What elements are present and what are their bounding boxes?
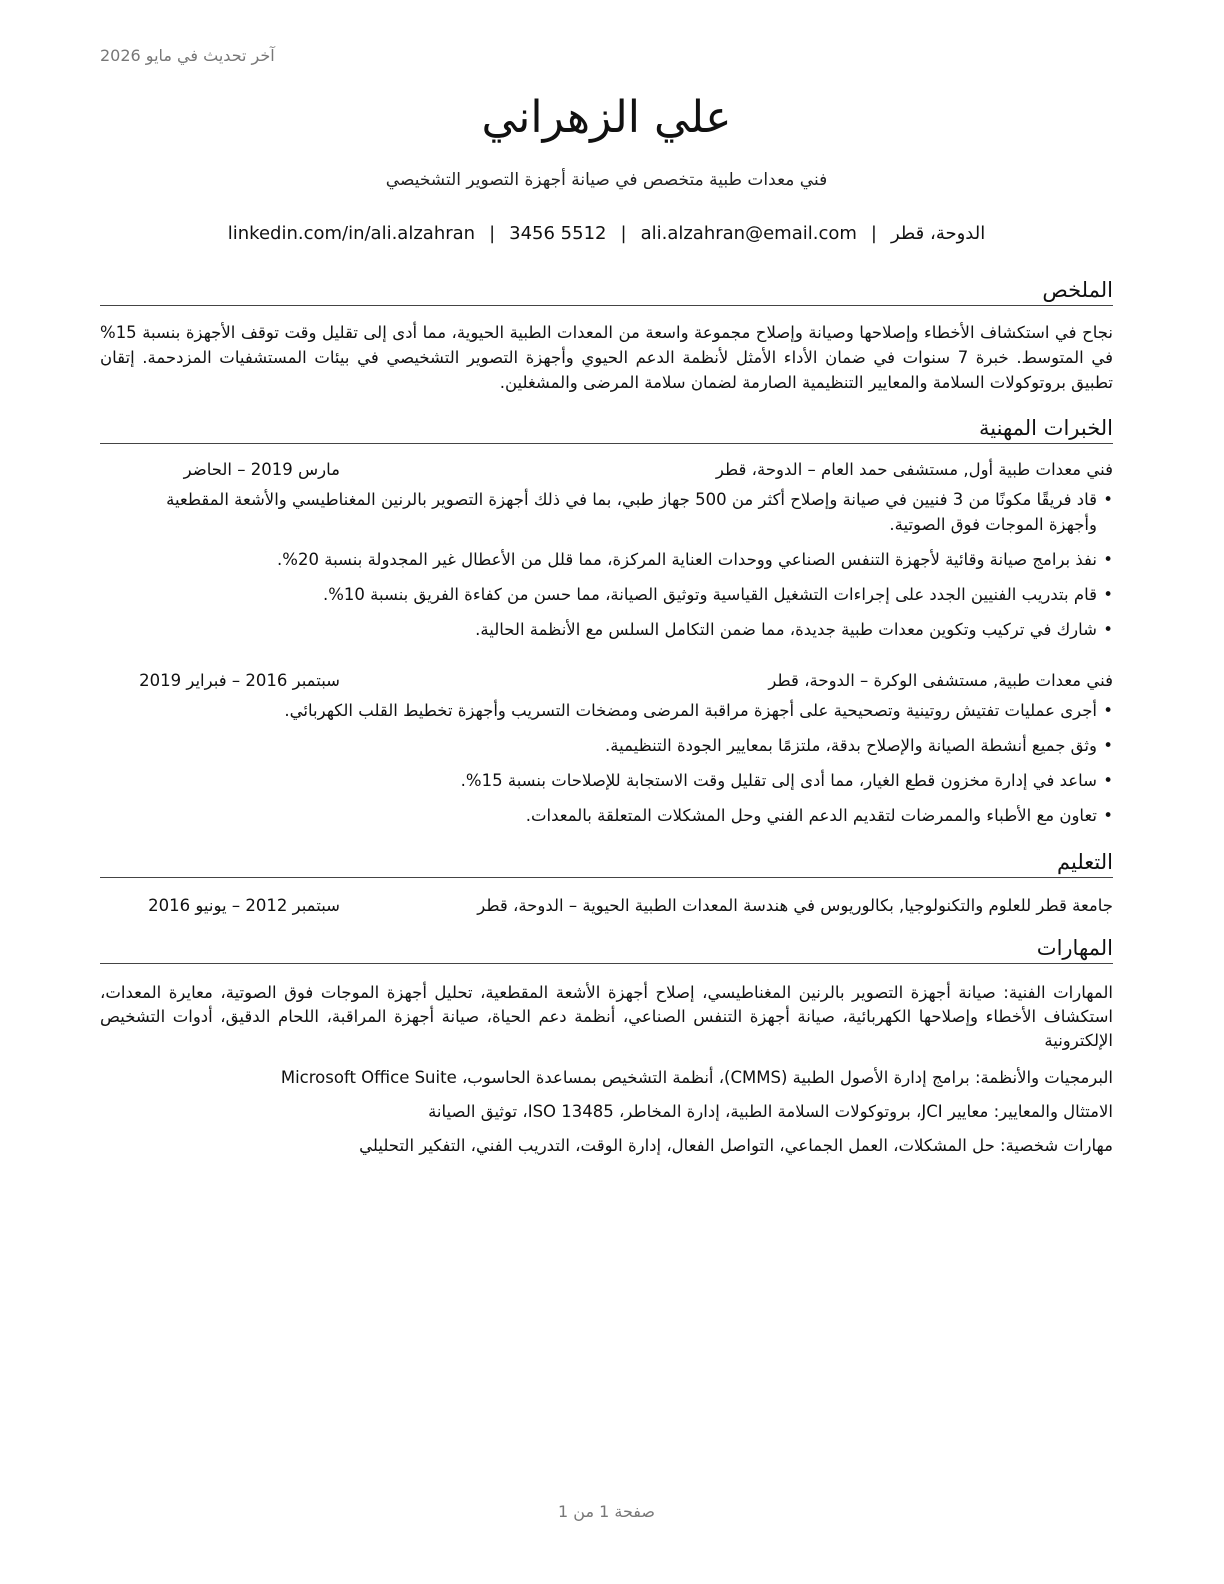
list-item: • نفذ برامج صيانة وقائية لأجهزة التنفس الصناعي ووحدات العناية المركزة، مما قلل من الأعطال غير المجدولة بنسبة 20%.: [100, 547, 1113, 572]
list-item: • تعاون مع الأطباء والممرضات لتقديم الدعم الفني وحل المشكلات المتعلقة بالمعدات.: [100, 803, 1113, 828]
list-item: • وثق جميع أنشطة الصيانة والإصلاح بدقة، ملتزمًا بمعايير الجودة التنظيمية.: [100, 733, 1113, 758]
job-bullets: [100, 487, 1113, 652]
candidate-name: علي الزهراني: [481, 92, 732, 143]
contact-linkedin[interactable]: linkedin.com/in/ali.alzahran: [227, 223, 476, 244]
list-item: • قاد فريقًا مكونًا من 3 فنيين في صيانة وإصلاح أكثر من 500 جهاز طبي، بما في ذلك أجهزة التصوير بالرنين المغناطيسي والأشعة المقطعية وأجهزة الموجات فوق الصوتية.: [100, 487, 1113, 537]
job-role: فني معدات طبية أول, مستشفى حمد العام – الدوحة، قطر: [715, 460, 1113, 479]
list-item: • ساعد في إدارة مخزون قطع الغيار، مما أدى إلى تقليل وقت الاستجابة للإصلاحات بنسبة 15%.: [100, 768, 1113, 793]
contact-separator: |: [870, 223, 877, 244]
section-heading-experience: الخبرات المهنية: [100, 415, 1113, 444]
contact-separator: |: [489, 223, 496, 244]
contact-separator: |: [620, 223, 627, 244]
contact-phone[interactable]: 3456 5512: [509, 223, 607, 244]
job-dates: مارس 2019 – الحاضر: [183, 460, 340, 479]
job-header: [100, 668, 1113, 694]
list-item: • أجرى عمليات تفتيش روتينية وتصحيحية على أجهزة مراقبة المرضى ومضخات التسريب وأجهزة تخطيط القلب الكهربائي.: [100, 698, 1113, 723]
contact-line: [100, 223, 1113, 244]
last-updated: آخر تحديث في مايو 2026: [100, 46, 275, 65]
section-heading-summary: الملخص: [100, 277, 1113, 306]
section-heading-education: التعليم: [100, 849, 1113, 878]
contact-location: الدوحة، قطر: [890, 223, 986, 244]
job-bullets: [100, 698, 1113, 838]
page-number: صفحة 1 من 1: [558, 1502, 655, 1521]
job-title: فني معدات طبية متخصص في صيانة أجهزة التصوير التشخيصي: [385, 170, 828, 190]
contact-email[interactable]: ali.alzahran@email.com: [640, 223, 857, 244]
job-dates: سبتمبر 2016 – فبراير 2019: [139, 671, 340, 690]
job-header: [100, 457, 1113, 483]
summary-text: نجاح في استكشاف الأخطاء وإصلاحها وصيانة وإصلاح مجموعة واسعة من المعدات الطبية الحيوية، مما أدى إلى تقليل وقت توقف الأجهزة بنسبة 15% في المتوسط. خبرة 7 سنوات في ضمان الأداء الأمثل لأنظمة الدعم الحيوي وأجهزة التصوير التشخيصي في بيئات المستشفيات المزدحمة. إتقان تطبيق بروتوكولات السلامة والمعايير التنظيمية الصارمة لضمان سلامة المرضى والمشغلين.: [100, 323, 1113, 392]
education-degree: جامعة قطر للعلوم والتكنولوجيا, بكالوريوس في هندسة المعدات الطبية الحيوية – الدوحة، قطر: [477, 896, 1113, 915]
section-heading-skills: المهارات: [100, 935, 1113, 964]
education-dates: سبتمبر 2012 – يونيو 2016: [148, 896, 340, 915]
list-item: • شارك في تركيب وتكوين معدات طبية جديدة، مما ضمن التكامل السلس مع الأنظمة الحالية.: [100, 617, 1113, 642]
job-role: فني معدات طبية, مستشفى الوكرة – الدوحة، قطر: [768, 671, 1113, 690]
resume-page: [100, 0, 1113, 1584]
skills-software: البرمجيات والأنظمة: برامج إدارة الأصول الطبية (CMMS)، أنظمة التشخيص بمساعدة الحاسوب، Microsoft Office Suite: [280, 1068, 1113, 1087]
list-item: • قام بتدريب الفنيين الجدد على إجراءات التشغيل القياسية وتوثيق الصيانة، مما حسن من كفاءة الفريق بنسبة 10%.: [100, 582, 1113, 607]
skills-compliance: الامتثال والمعايير: معايير JCI، بروتوكولات السلامة الطبية، إدارة المخاطر، ISO 13485، توثيق الصيانة: [428, 1102, 1113, 1121]
skills-technical: المهارات الفنية: صيانة أجهزة التصوير بالرنين المغناطيسي، إصلاح أجهزة الأشعة المقطعية، تحليل أجهزة الموجات فوق الصوتية، معايرة المعدات، استكشاف الأخطاء وإصلاحها الكهربائية، صيانة أجهزة التنفس الصناعي، أنظمة دعم الحياة، صيانة أجهزة المراقبة، اللحام الدقيق، أدوات التشخيص الإلكترونية: [100, 983, 1113, 1050]
education-entry: [100, 893, 1113, 919]
skills-soft: مهارات شخصية: حل المشكلات، العمل الجماعي، التواصل الفعال، إدارة الوقت، التدريب الفني، التفكير التحليلي: [359, 1136, 1113, 1155]
